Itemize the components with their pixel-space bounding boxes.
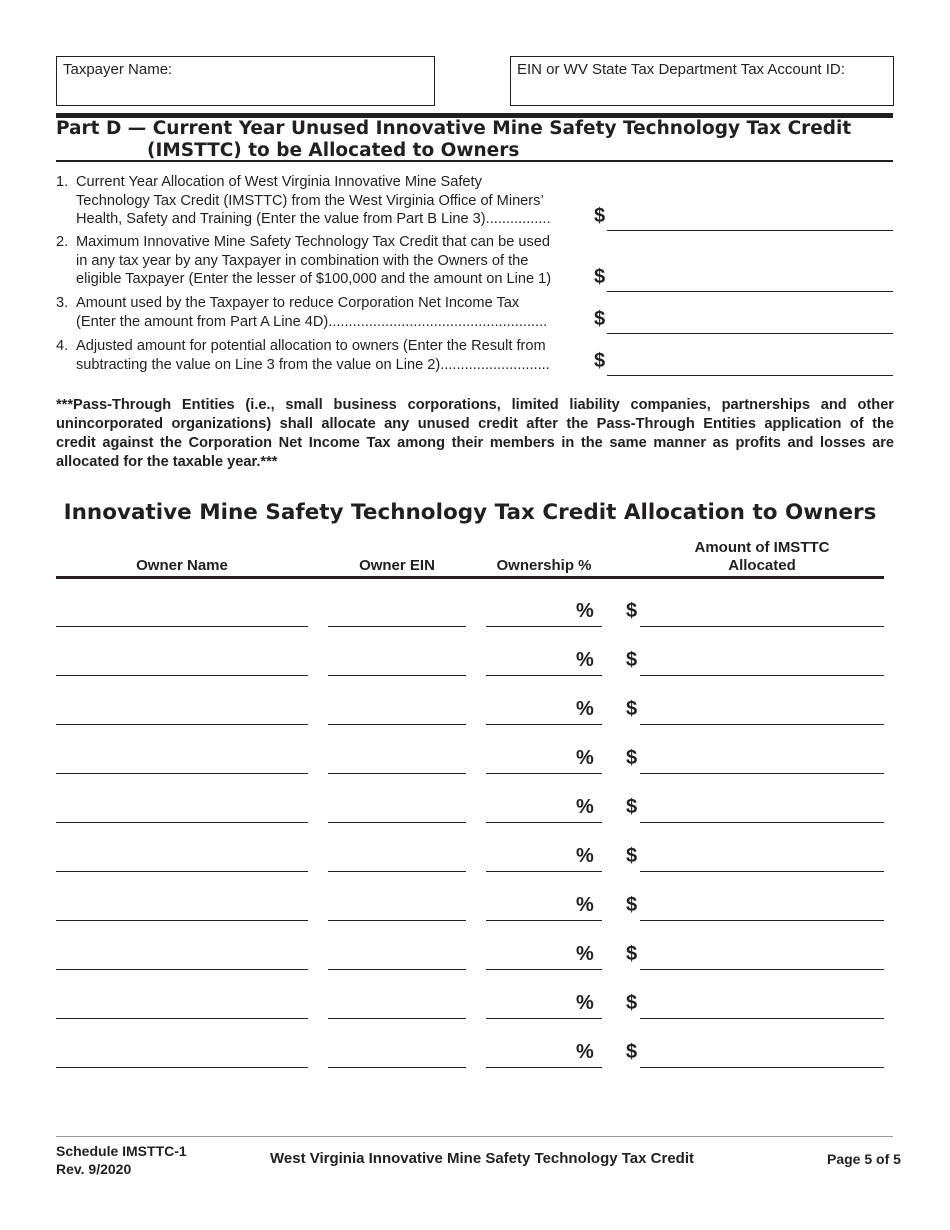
owner-name-input[interactable]: [56, 773, 308, 774]
line-text-row: Maximum Innovative Mine Safety Technology Tax Credit that can be used: [76, 234, 551, 250]
line-number: 1.: [56, 174, 69, 190]
notice-line: unincorporated organizations) shall allocate any unused credit after the Pass-Through Entities application of the: [56, 416, 894, 432]
line-3-amount-field[interactable]: [607, 333, 893, 334]
col-amount-line1: Amount of IMSTTC: [694, 539, 830, 556]
part-d-title-line2: (IMSTTC) to be Allocated to Owners: [147, 140, 520, 161]
owner-ein-input[interactable]: [328, 969, 466, 970]
owner-ein-input[interactable]: [328, 822, 466, 823]
dollar-sign: $: [626, 894, 638, 916]
line-text-row: Current Year Allocation of West Virginia Innovative Mine Safety: [76, 174, 482, 190]
owner-ein-input[interactable]: [328, 920, 466, 921]
footer-rule: [56, 1136, 893, 1137]
ownership-percent-input[interactable]: [486, 822, 602, 823]
line-text-row: Health, Safety and Training (Enter the value from Part B Line 3)................: [76, 211, 551, 228]
ownership-percent-input[interactable]: [486, 871, 602, 872]
line-4-amount-field[interactable]: [607, 375, 893, 376]
owner-ein-input[interactable]: [328, 724, 466, 725]
owner-name-input[interactable]: [56, 724, 308, 725]
notice-line: allocated for the taxable year.***: [56, 454, 278, 470]
owner-ein-input[interactable]: [328, 675, 466, 676]
line-1-dollar-sign: $: [594, 205, 606, 227]
imsttc-amount-input[interactable]: [640, 773, 884, 774]
taxpayer-name-field[interactable]: [56, 56, 435, 106]
line-text-row: Technology Tax Credit (IMSTTC) from the West Virginia Office of Miners’: [76, 192, 544, 209]
footer-revision: Rev. 9/2020: [56, 1161, 132, 1177]
percent-sign: %: [576, 894, 594, 916]
percent-sign: %: [576, 1041, 594, 1063]
imsttc-amount-input[interactable]: [640, 675, 884, 676]
imsttc-amount-input[interactable]: [640, 1018, 884, 1019]
footer-form-title: West Virginia Innovative Mine Safety Technology Tax Credit: [270, 1150, 694, 1167]
dollar-sign: $: [626, 649, 638, 671]
line-3-dollar-sign: $: [594, 308, 606, 330]
owner-name-input[interactable]: [56, 871, 308, 872]
dollar-sign: $: [626, 992, 638, 1014]
line-text: [76, 337, 586, 374]
imsttc-amount-input[interactable]: [640, 969, 884, 970]
percent-sign: %: [576, 600, 594, 622]
imsttc-amount-input[interactable]: [640, 822, 884, 823]
col-owner-name: Owner Name: [136, 557, 228, 574]
percent-sign: %: [576, 992, 594, 1014]
ownership-percent-input[interactable]: [486, 675, 602, 676]
owner-name-input[interactable]: [56, 822, 308, 823]
line-1-amount-field[interactable]: [607, 230, 893, 231]
ownership-percent-input[interactable]: [486, 773, 602, 774]
ownership-percent-input[interactable]: [486, 724, 602, 725]
line-2-amount-field[interactable]: [607, 291, 893, 292]
footer-schedule-id: Schedule IMSTTC-1: [56, 1143, 187, 1159]
percent-sign: %: [576, 698, 594, 720]
ownership-percent-input[interactable]: [486, 1067, 602, 1068]
line-text: [76, 294, 586, 331]
ein-label: EIN or WV State Tax Department Tax Account ID:: [517, 61, 845, 78]
line-text-row: in any tax year by any Taxpayer in combination with the Owners of the: [76, 252, 529, 269]
line-number: 4.: [56, 338, 69, 354]
line-4-dollar-sign: $: [594, 350, 606, 372]
owner-name-input[interactable]: [56, 920, 308, 921]
line-text-row: (Enter the amount from Part A Line 4D)......................................................: [76, 313, 548, 330]
col-owner-ein: Owner EIN: [359, 557, 435, 574]
ein-field[interactable]: [510, 56, 894, 106]
line-number: 2.: [56, 234, 69, 250]
part-d-heading: [56, 113, 893, 162]
ownership-percent-input[interactable]: [486, 626, 602, 627]
owner-name-input[interactable]: [56, 675, 308, 676]
taxpayer-name-label: Taxpayer Name:: [63, 61, 173, 78]
col-amount-line2: Allocated: [728, 557, 796, 574]
percent-sign: %: [576, 796, 594, 818]
owner-name-input[interactable]: [56, 1067, 308, 1068]
col-amount: [640, 539, 884, 575]
line-number: 3.: [56, 295, 69, 311]
line-2-dollar-sign: $: [594, 266, 606, 288]
line-text: [76, 233, 586, 289]
part-d-title: [56, 118, 851, 162]
dollar-sign: $: [626, 943, 638, 965]
percent-sign: %: [576, 747, 594, 769]
percent-sign: %: [576, 943, 594, 965]
owner-ein-input[interactable]: [328, 1067, 466, 1068]
dollar-sign: $: [626, 1041, 638, 1063]
dollar-sign: $: [626, 600, 638, 622]
imsttc-amount-input[interactable]: [640, 871, 884, 872]
dollar-sign: $: [626, 698, 638, 720]
dollar-sign: $: [626, 747, 638, 769]
part-d-title-line1: Part D — Current Year Unused Innovative Mine Safety Technology Tax Credit: [56, 118, 852, 139]
footer-schedule: [56, 1142, 187, 1178]
footer-page-number: Page 5 of 5: [827, 1151, 901, 1167]
imsttc-amount-input[interactable]: [640, 724, 884, 725]
owner-name-input[interactable]: [56, 626, 308, 627]
ownership-percent-input[interactable]: [486, 969, 602, 970]
line-text-row: Adjusted amount for potential allocation to owners (Enter the Result from: [76, 338, 546, 354]
owner-ein-input[interactable]: [328, 871, 466, 872]
owner-ein-input[interactable]: [328, 626, 466, 627]
percent-sign: %: [576, 845, 594, 867]
owner-name-input[interactable]: [56, 1018, 308, 1019]
notice-line: credit against the Corporation Net Income Tax among their members in the same manner as profits and losses are: [56, 435, 894, 451]
imsttc-amount-input[interactable]: [640, 1067, 884, 1068]
imsttc-amount-input[interactable]: [640, 626, 884, 627]
percent-sign: %: [576, 649, 594, 671]
dollar-sign: $: [626, 796, 638, 818]
dollar-sign: $: [626, 845, 638, 867]
imsttc-amount-input[interactable]: [640, 920, 884, 921]
ownership-percent-input[interactable]: [486, 920, 602, 921]
ownership-percent-input[interactable]: [486, 1018, 602, 1019]
table-header-rule: [56, 576, 884, 579]
line-text-row: eligible Taxpayer (Enter the lesser of $100,000 and the amount on Line 1): [76, 271, 552, 288]
allocation-title: Innovative Mine Safety Technology Tax Credit Allocation to Owners: [63, 500, 877, 525]
line-text-row: Amount used by the Taxpayer to reduce Corporation Net Income Tax: [76, 295, 520, 311]
col-ownership: Ownership %: [496, 557, 592, 574]
owner-ein-input[interactable]: [328, 773, 466, 774]
line-text: [76, 173, 586, 229]
pass-through-notice: [56, 396, 894, 472]
owner-ein-input[interactable]: [328, 1018, 466, 1019]
line-text-row: subtracting the value on Line 3 from the value on Line 2)...........................: [76, 356, 550, 373]
owner-name-input[interactable]: [56, 969, 308, 970]
notice-line: ***Pass-Through Entities (i.e., small business corporations, limited liability companies, partnerships and other: [56, 397, 894, 413]
